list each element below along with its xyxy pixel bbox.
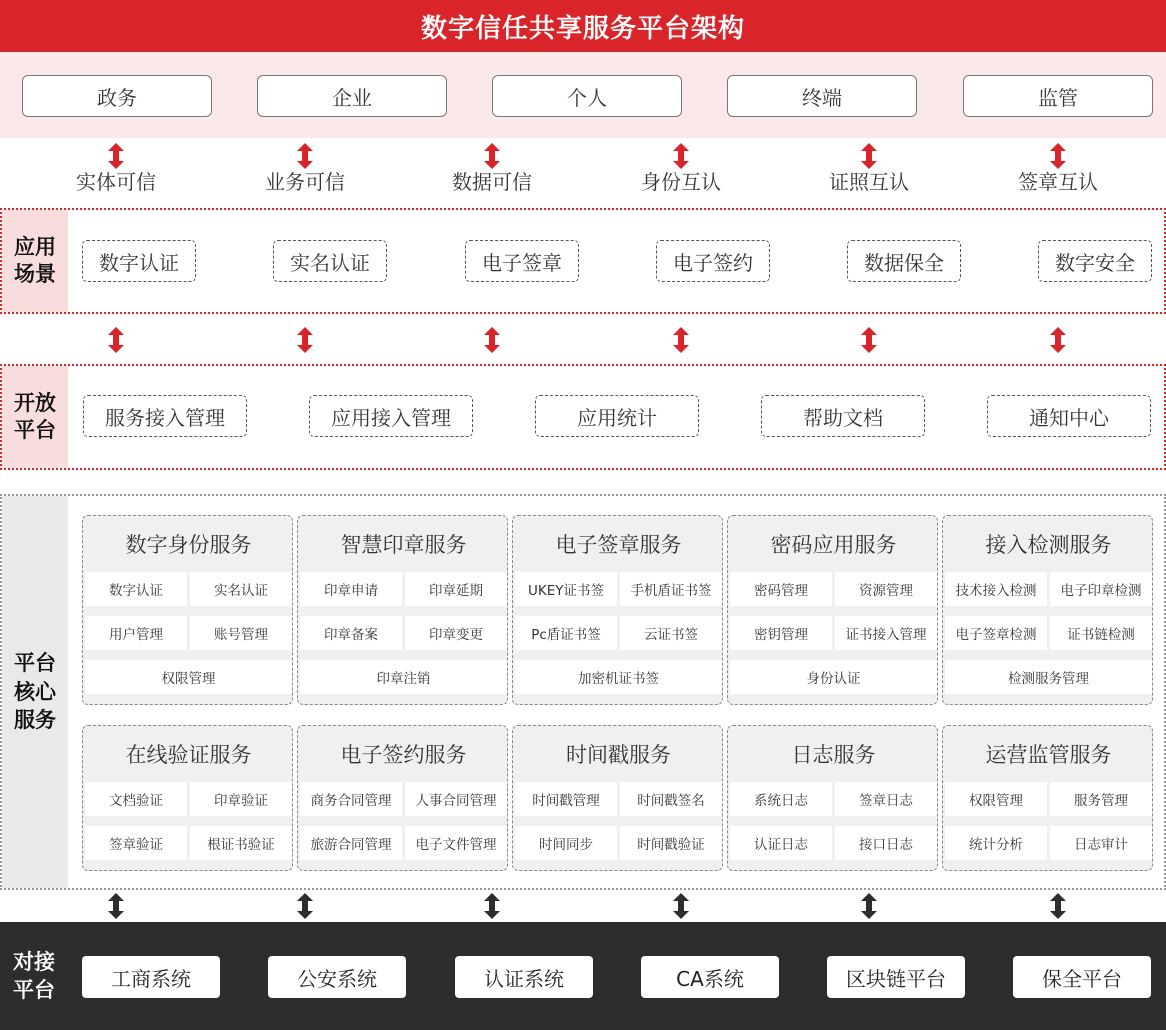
user-box-individual: 个人	[492, 75, 682, 117]
service-card-access-detection	[942, 515, 1153, 705]
trust-label-identity: 身份互认	[641, 169, 721, 194]
open-box-app-stats: 应用统计	[535, 395, 699, 437]
service-cell: 印章备案	[300, 616, 402, 650]
service-card-title: 电子签约服务	[340, 743, 467, 767]
service-cell: 密钥管理	[730, 616, 832, 650]
open-box-notification-center: 通知中心	[987, 395, 1151, 437]
service-card-crypto-app	[727, 515, 938, 705]
app-box-e-contract: 电子签约	[656, 240, 770, 282]
service-cell-wide: 权限管理	[85, 660, 292, 694]
dark-double-arrow-icon	[106, 893, 126, 919]
docking-layer-label	[0, 922, 68, 1030]
red-double-arrow-icon	[671, 327, 691, 353]
dark-double-arrow-icon	[859, 893, 879, 919]
service-cell: 手机盾证书签	[620, 572, 722, 606]
service-card-title: 时间戳服务	[566, 743, 671, 767]
dock-box-certification-system: 认证系统	[455, 956, 593, 998]
service-cell-wide: 印章注销	[300, 660, 507, 694]
open-box-app-access: 应用接入管理	[309, 395, 473, 437]
service-card-title: 智慧印章服务	[340, 533, 467, 557]
dock-box-business-system: 工商系统	[82, 956, 220, 998]
service-cell: 时间戳管理	[515, 782, 617, 816]
open-label-line1: 开放	[14, 390, 56, 415]
red-double-arrow-icon	[859, 327, 879, 353]
service-cell: 密码管理	[730, 572, 832, 606]
dock-box-public-security-system: 公安系统	[268, 956, 406, 998]
red-double-arrow-icon	[295, 327, 315, 353]
service-cell: 时间戳签名	[620, 782, 722, 816]
service-cell: 统计分析	[945, 826, 1047, 860]
trust-label-business: 业务可信	[265, 169, 345, 194]
service-cell: 人事合同管理	[405, 782, 507, 816]
service-card-title: 在线验证服务	[125, 743, 252, 767]
service-card-e-contract	[297, 725, 508, 871]
trust-label-license: 证照互认	[829, 169, 909, 194]
service-cell: 账号管理	[190, 616, 292, 650]
title-bar	[0, 0, 1166, 52]
red-double-arrow-icon	[106, 327, 126, 353]
service-card-title: 电子签章服务	[555, 533, 682, 557]
red-double-arrow-icon	[482, 327, 502, 353]
service-card-timestamp	[512, 725, 723, 871]
dock-box-blockchain-platform: 区块链平台	[827, 956, 965, 998]
trust-label-signature: 签章互认	[1018, 169, 1098, 194]
dock-box-preservation-platform: 保全平台	[1013, 956, 1151, 998]
core-label-line1: 平台	[14, 651, 56, 676]
service-cell: 用户管理	[85, 616, 187, 650]
service-cell: 技术接入检测	[945, 572, 1047, 606]
service-card-digital-identity	[82, 515, 293, 705]
service-card-log	[727, 725, 938, 871]
service-cell: 证书接入管理	[835, 616, 937, 650]
service-cell-wide: 身份认证	[730, 660, 937, 694]
application-layer-label	[2, 210, 68, 312]
service-cell: 电子签章检测	[945, 616, 1047, 650]
service-cell: 系统日志	[730, 782, 832, 816]
service-cell: 实名认证	[190, 572, 292, 606]
application-label-line2: 场景	[14, 262, 56, 286]
service-cell: 权限管理	[945, 782, 1047, 816]
service-cell: Pc盾证书签	[515, 616, 617, 650]
docking-label-line2: 平台	[13, 978, 55, 1002]
core-services-layer-label	[2, 496, 68, 888]
service-cell: 签章验证	[85, 826, 187, 860]
service-cell: 电子文件管理	[405, 826, 507, 860]
trust-label-entity: 实体可信	[76, 169, 156, 194]
service-cell: 资源管理	[835, 572, 937, 606]
service-cell: 云证书签	[620, 616, 722, 650]
service-cell: 接口日志	[835, 826, 937, 860]
service-cell: 文档验证	[85, 782, 187, 816]
app-box-data-preservation: 数据保全	[847, 240, 961, 282]
red-double-arrow-icon	[1048, 327, 1068, 353]
service-cell: 印章验证	[190, 782, 292, 816]
dock-box-ca-system: CA系统	[641, 956, 779, 998]
application-label-line1: 应用	[14, 234, 56, 259]
core-label-line2: 核心	[14, 679, 56, 704]
service-card-title: 日志服务	[791, 743, 876, 767]
app-box-e-seal: 电子签章	[465, 240, 579, 282]
dark-double-arrow-icon	[482, 893, 502, 919]
app-box-digital-security: 数字安全	[1038, 240, 1152, 282]
app-box-realname-auth: 实名认证	[273, 240, 387, 282]
trust-label-data: 数据可信	[452, 169, 532, 194]
service-cell: 旅游合同管理	[300, 826, 402, 860]
service-cell: 印章延期	[405, 572, 507, 606]
open-box-help-docs: 帮助文档	[761, 395, 925, 437]
dark-double-arrow-icon	[671, 893, 691, 919]
user-box-regulator: 监管	[963, 75, 1153, 117]
service-cell: 认证日志	[730, 826, 832, 860]
service-cell: 签章日志	[835, 782, 937, 816]
service-cell: 根证书验证	[190, 826, 292, 860]
service-cell: UKEY证书签	[515, 572, 617, 606]
service-cell: 印章变更	[405, 616, 507, 650]
service-cell: 证书链检测	[1050, 616, 1152, 650]
user-box-government: 政务	[22, 75, 212, 117]
service-card-title: 运营监管服务	[985, 743, 1112, 767]
user-box-terminal: 终端	[727, 75, 917, 117]
service-cell-wide: 加密机证书签	[515, 660, 722, 694]
user-box-enterprise: 企业	[257, 75, 447, 117]
open-label-line2: 平台	[14, 418, 56, 442]
service-cell: 数字认证	[85, 572, 187, 606]
service-card-online-verification	[82, 725, 293, 871]
service-card-title: 数字身份服务	[125, 533, 252, 557]
service-cell: 时间戳验证	[620, 826, 722, 860]
docking-label-line1: 对接	[13, 949, 55, 974]
service-cell: 电子印章检测	[1050, 572, 1152, 606]
open-platform-layer-label	[2, 366, 68, 468]
core-label-line3: 服务	[14, 708, 56, 733]
service-card-e-seal	[512, 515, 723, 705]
dark-double-arrow-icon	[1048, 893, 1068, 919]
service-card-title: 接入检测服务	[985, 533, 1112, 557]
service-card-smart-seal	[297, 515, 508, 705]
service-cell-wide: 检测服务管理	[945, 660, 1152, 694]
app-box-digital-auth: 数字认证	[82, 240, 196, 282]
service-cell: 印章申请	[300, 572, 402, 606]
page-title: 数字信任共享服务平台架构	[420, 13, 745, 44]
dark-double-arrow-icon	[295, 893, 315, 919]
service-card-title: 密码应用服务	[770, 533, 897, 557]
service-cell: 日志审计	[1050, 826, 1152, 860]
service-cell: 时间同步	[515, 826, 617, 860]
service-card-operations-supervision	[942, 725, 1153, 871]
open-box-service-access: 服务接入管理	[83, 395, 247, 437]
service-cell: 服务管理	[1050, 782, 1152, 816]
service-cell: 商务合同管理	[300, 782, 402, 816]
